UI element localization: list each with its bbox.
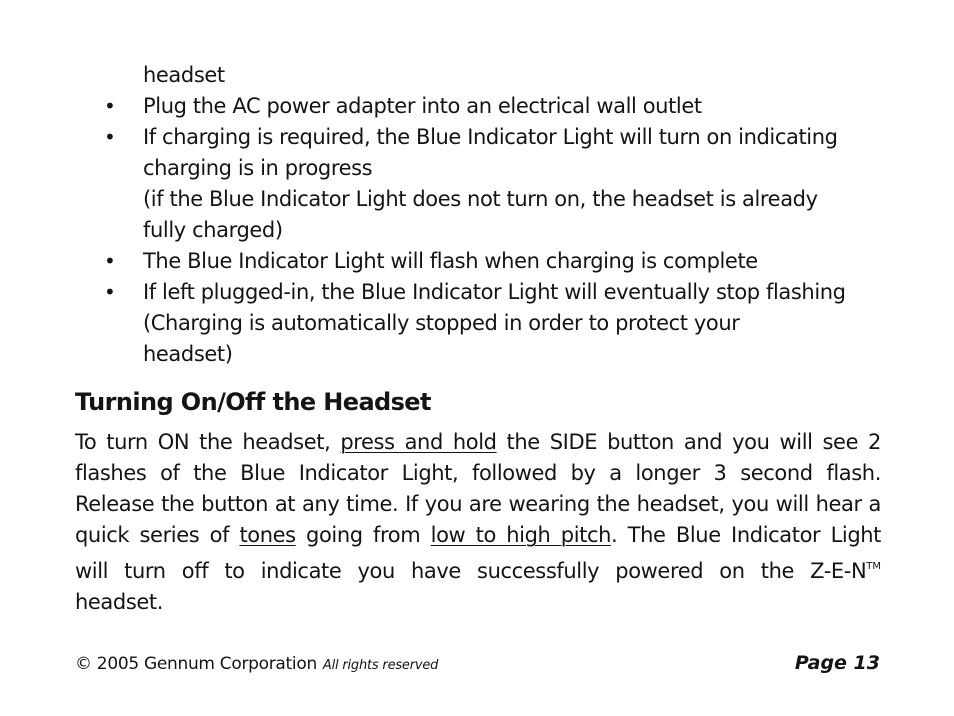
bullet-icon: • <box>104 280 116 304</box>
bullet-icon: • <box>104 94 116 118</box>
underlined-phrase: low to high pitch <box>430 523 612 547</box>
page-number: Page 13 <box>794 652 880 674</box>
bullet-text: (if the Blue Indicator Light does not turn on, the headset is already <box>143 187 818 211</box>
trademark-mark: TM <box>866 561 881 572</box>
underlined-phrase: press and hold <box>340 430 497 454</box>
paragraph-line <box>75 520 881 551</box>
body-paragraph <box>75 427 881 618</box>
footer-copyright <box>75 652 438 678</box>
bullet-text: (Charging is automatically stopped in order to protect your <box>143 311 740 335</box>
section-heading: Turning On/Off the Headset <box>75 388 431 416</box>
bullet-text: fully charged) <box>143 218 283 242</box>
bullet-text: If charging is required, the Blue Indicator Light will turn on indicating <box>143 125 838 149</box>
bullet-text: Plug the AC power adapter into an electrical wall outlet <box>143 94 702 118</box>
bullet-icon: • <box>104 249 116 273</box>
paragraph-text: the SIDE button and you will see 2 <box>506 430 882 454</box>
paragraph-line: flashes of the Blue Indicator Light, followed by a longer 3 second flash. <box>75 461 881 485</box>
paragraph-line <box>75 551 881 587</box>
bullet-text: The Blue Indicator Light will flash when charging is complete <box>143 249 758 273</box>
continuation-line: headset <box>143 63 225 87</box>
bullet-list <box>0 91 903 370</box>
list-item <box>0 277 903 370</box>
list-item <box>0 246 903 277</box>
list-item <box>0 122 903 246</box>
bullet-text: charging is in progress <box>143 156 373 180</box>
bullet-text: headset) <box>143 342 233 366</box>
paragraph-line <box>75 427 881 458</box>
list-item <box>0 91 903 122</box>
copyright-text: © 2005 Gennum Corporation <box>75 654 317 674</box>
paragraph-text: . The Blue Indicator Light <box>611 523 881 547</box>
bullet-icon: • <box>104 125 116 149</box>
paragraph-text: will turn off to indicate you have successfully powered on the Z-E-N <box>75 559 867 583</box>
bullet-text: If left plugged-in, the Blue Indicator Light will eventually stop flashing <box>143 280 846 304</box>
paragraph-text: To turn ON the headset, <box>75 430 331 454</box>
paragraph-line: headset. <box>75 590 163 614</box>
rights-text: All rights reserved <box>322 658 439 673</box>
paragraph-line: Release the button at any time. If you are wearing the headset, you will hear a <box>75 492 881 516</box>
paragraph-text: quick series of <box>75 523 230 547</box>
paragraph-text: going from <box>306 523 421 547</box>
underlined-phrase: tones <box>239 523 296 547</box>
